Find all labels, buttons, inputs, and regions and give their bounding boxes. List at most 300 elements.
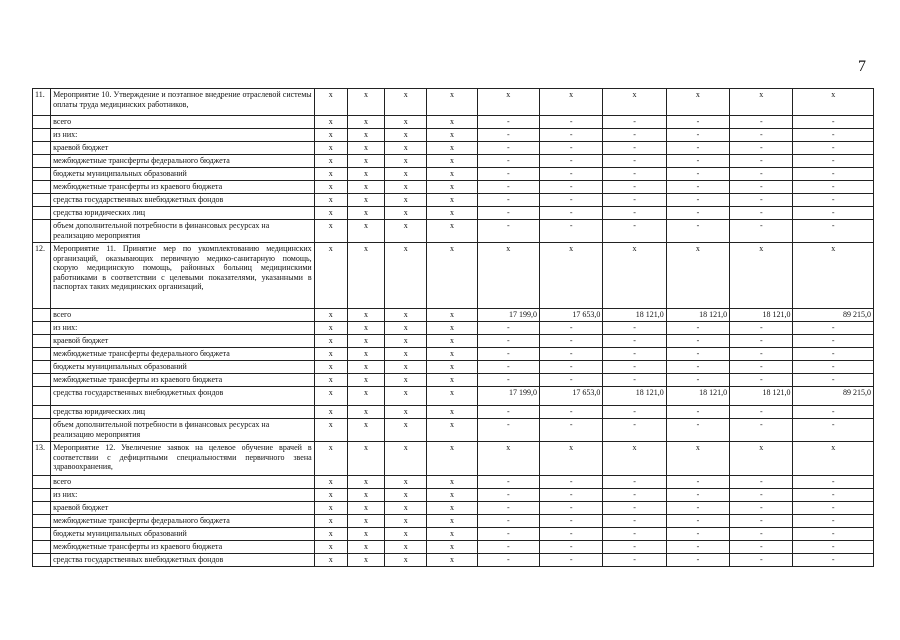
value-cell: -: [477, 168, 539, 181]
value-cell: x: [385, 155, 427, 168]
value-cell: x: [427, 335, 477, 348]
value-cell: 17 199,0: [477, 387, 539, 406]
value-cell: -: [603, 515, 666, 528]
value-cell: -: [477, 528, 539, 541]
row-number-cell: [33, 168, 51, 181]
value-cell: x: [477, 243, 539, 309]
value-cell: x: [385, 142, 427, 155]
value-cell: -: [539, 335, 602, 348]
value-cell: -: [730, 181, 793, 194]
value-cell: x: [385, 541, 427, 554]
value-cell: -: [730, 554, 793, 567]
value-cell: x: [427, 476, 477, 489]
table-row: [33, 387, 874, 406]
row-name-cell: всего: [51, 309, 315, 322]
value-cell: x: [314, 348, 347, 361]
value-cell: x: [347, 502, 384, 515]
value-cell: -: [666, 129, 729, 142]
value-cell: x: [347, 528, 384, 541]
value-cell: -: [793, 419, 874, 442]
table-row: [33, 155, 874, 168]
value-cell: -: [477, 322, 539, 335]
row-number-cell: [33, 142, 51, 155]
value-cell: x: [427, 322, 477, 335]
value-cell: -: [666, 116, 729, 129]
value-cell: x: [347, 554, 384, 567]
value-cell: -: [730, 207, 793, 220]
row-number-cell: [33, 528, 51, 541]
value-cell: x: [730, 89, 793, 116]
value-cell: -: [539, 541, 602, 554]
value-cell: 18 121,0: [730, 309, 793, 322]
value-cell: x: [314, 476, 347, 489]
value-cell: -: [603, 489, 666, 502]
value-cell: x: [314, 116, 347, 129]
value-cell: x: [385, 129, 427, 142]
value-cell: -: [477, 155, 539, 168]
value-cell: x: [427, 387, 477, 406]
value-cell: -: [730, 406, 793, 419]
value-cell: -: [477, 194, 539, 207]
value-cell: x: [666, 243, 729, 309]
value-cell: -: [539, 129, 602, 142]
value-cell: -: [477, 502, 539, 515]
value-cell: 17 653,0: [539, 387, 602, 406]
value-cell: x: [427, 220, 477, 243]
value-cell: x: [385, 502, 427, 515]
value-cell: -: [666, 476, 729, 489]
row-name-cell: объем дополнительной потребности в финансовых ресурсах на реализацию мероприятия: [51, 220, 315, 243]
value-cell: -: [539, 220, 602, 243]
value-cell: x: [314, 489, 347, 502]
value-cell: x: [314, 515, 347, 528]
value-cell: -: [539, 181, 602, 194]
value-cell: x: [385, 406, 427, 419]
row-number-cell: [33, 476, 51, 489]
value-cell: x: [427, 541, 477, 554]
value-cell: x: [539, 89, 602, 116]
value-cell: -: [603, 168, 666, 181]
value-cell: -: [539, 116, 602, 129]
value-cell: x: [314, 528, 347, 541]
row-name-cell: средства государственных внебюджетных фондов: [51, 387, 315, 406]
row-number-cell: [33, 155, 51, 168]
value-cell: x: [427, 129, 477, 142]
row-name-cell: краевой бюджет: [51, 142, 315, 155]
table-row: [33, 515, 874, 528]
value-cell: -: [793, 168, 874, 181]
row-number-cell: [33, 374, 51, 387]
value-cell: x: [427, 406, 477, 419]
row-name-cell: Мероприятие 10. Утверждение и поэтапное внедрение отраслевой системы оплаты труда медицинских работников,: [51, 89, 315, 116]
value-cell: x: [385, 419, 427, 442]
row-name-cell: межбюджетные трансферты федерального бюджета: [51, 348, 315, 361]
value-cell: -: [666, 322, 729, 335]
value-cell: -: [730, 502, 793, 515]
table-row: [33, 419, 874, 442]
value-cell: x: [427, 515, 477, 528]
value-cell: -: [666, 142, 729, 155]
value-cell: x: [385, 554, 427, 567]
table-row: [33, 502, 874, 515]
value-cell: -: [730, 489, 793, 502]
row-number-cell: 11.: [33, 89, 51, 116]
value-cell: -: [539, 194, 602, 207]
table-row: [33, 181, 874, 194]
value-cell: -: [477, 348, 539, 361]
row-name-cell: всего: [51, 116, 315, 129]
value-cell: x: [347, 387, 384, 406]
table-row: [33, 129, 874, 142]
value-cell: -: [793, 155, 874, 168]
value-cell: x: [347, 406, 384, 419]
value-cell: -: [793, 541, 874, 554]
value-cell: x: [427, 207, 477, 220]
value-cell: -: [539, 361, 602, 374]
value-cell: x: [385, 168, 427, 181]
value-cell: x: [385, 442, 427, 476]
value-cell: x: [347, 335, 384, 348]
value-cell: -: [793, 116, 874, 129]
value-cell: x: [603, 442, 666, 476]
row-name-cell: средства юридических лиц: [51, 207, 315, 220]
value-cell: -: [730, 129, 793, 142]
value-cell: x: [314, 207, 347, 220]
value-cell: -: [666, 419, 729, 442]
value-cell: x: [347, 194, 384, 207]
row-number-cell: [33, 387, 51, 406]
value-cell: -: [793, 406, 874, 419]
value-cell: -: [539, 419, 602, 442]
value-cell: -: [477, 419, 539, 442]
row-name-cell: бюджеты муниципальных образований: [51, 168, 315, 181]
value-cell: -: [793, 220, 874, 243]
value-cell: x: [793, 89, 874, 116]
value-cell: x: [314, 541, 347, 554]
value-cell: -: [477, 361, 539, 374]
row-number-cell: [33, 181, 51, 194]
value-cell: -: [666, 348, 729, 361]
value-cell: x: [347, 181, 384, 194]
row-name-cell: всего: [51, 476, 315, 489]
value-cell: 18 121,0: [666, 387, 729, 406]
value-cell: x: [539, 243, 602, 309]
value-cell: -: [666, 541, 729, 554]
value-cell: x: [427, 89, 477, 116]
value-cell: -: [730, 528, 793, 541]
value-cell: -: [477, 220, 539, 243]
value-cell: x: [314, 129, 347, 142]
value-cell: -: [730, 155, 793, 168]
value-cell: -: [793, 476, 874, 489]
value-cell: x: [347, 541, 384, 554]
value-cell: x: [427, 374, 477, 387]
value-cell: -: [539, 528, 602, 541]
value-cell: x: [427, 181, 477, 194]
value-cell: -: [603, 335, 666, 348]
row-name-cell: из них:: [51, 322, 315, 335]
value-cell: x: [314, 406, 347, 419]
value-cell: x: [385, 116, 427, 129]
value-cell: x: [427, 194, 477, 207]
value-cell: x: [793, 442, 874, 476]
value-cell: x: [347, 322, 384, 335]
row-name-cell: бюджеты муниципальных образований: [51, 361, 315, 374]
value-cell: x: [314, 554, 347, 567]
value-cell: -: [666, 194, 729, 207]
value-cell: -: [539, 142, 602, 155]
value-cell: -: [539, 406, 602, 419]
value-cell: x: [347, 89, 384, 116]
value-cell: x: [314, 374, 347, 387]
row-number-cell: [33, 502, 51, 515]
value-cell: -: [603, 194, 666, 207]
value-cell: x: [385, 181, 427, 194]
table-row: [33, 554, 874, 567]
value-cell: -: [666, 528, 729, 541]
table-row: [33, 322, 874, 335]
value-cell: -: [539, 476, 602, 489]
value-cell: -: [730, 361, 793, 374]
value-cell: x: [385, 374, 427, 387]
value-cell: x: [314, 419, 347, 442]
value-cell: -: [666, 335, 729, 348]
value-cell: -: [539, 155, 602, 168]
value-cell: -: [539, 322, 602, 335]
value-cell: x: [314, 220, 347, 243]
row-name-cell: объем дополнительной потребности в финансовых ресурсах на реализацию мероприятия: [51, 419, 315, 442]
value-cell: -: [793, 181, 874, 194]
value-cell: x: [427, 361, 477, 374]
row-name-cell: Мероприятие 11. Принятие мер по укомплектованию медицинских организаций, оказывающих первичную медико-санитарную помощь, скорую медицинскую помощь, районных больниц медицинскими работниками в соответствии с целевыми показателями, указанными в паспортах таких медицинских организаций,: [51, 243, 315, 309]
value-cell: -: [603, 129, 666, 142]
value-cell: -: [539, 207, 602, 220]
value-cell: x: [793, 243, 874, 309]
row-number-cell: [33, 309, 51, 322]
row-number-cell: [33, 361, 51, 374]
value-cell: x: [314, 361, 347, 374]
value-cell: x: [347, 168, 384, 181]
table-row: [33, 207, 874, 220]
value-cell: -: [793, 374, 874, 387]
table-row: [33, 89, 874, 116]
value-cell: -: [666, 220, 729, 243]
value-cell: -: [730, 194, 793, 207]
value-cell: -: [603, 207, 666, 220]
value-cell: x: [385, 309, 427, 322]
table-row: [33, 220, 874, 243]
value-cell: 18 121,0: [666, 309, 729, 322]
budget-table: [32, 88, 874, 567]
value-cell: 17 653,0: [539, 309, 602, 322]
value-cell: -: [730, 168, 793, 181]
row-name-cell: межбюджетные трансферты из краевого бюджета: [51, 541, 315, 554]
value-cell: x: [314, 322, 347, 335]
value-cell: -: [603, 181, 666, 194]
value-cell: -: [793, 361, 874, 374]
value-cell: x: [347, 207, 384, 220]
value-cell: x: [314, 89, 347, 116]
value-cell: -: [603, 476, 666, 489]
value-cell: -: [539, 348, 602, 361]
value-cell: x: [385, 207, 427, 220]
row-name-cell: средства государственных внебюджетных фондов: [51, 554, 315, 567]
row-number-cell: [33, 406, 51, 419]
value-cell: x: [347, 142, 384, 155]
value-cell: x: [385, 515, 427, 528]
value-cell: x: [314, 194, 347, 207]
value-cell: -: [793, 207, 874, 220]
value-cell: -: [539, 502, 602, 515]
value-cell: x: [347, 476, 384, 489]
value-cell: x: [347, 155, 384, 168]
value-cell: -: [603, 155, 666, 168]
value-cell: -: [793, 348, 874, 361]
value-cell: x: [314, 168, 347, 181]
value-cell: x: [347, 348, 384, 361]
row-name-cell: из них:: [51, 489, 315, 502]
value-cell: x: [314, 155, 347, 168]
value-cell: x: [347, 515, 384, 528]
value-cell: x: [385, 348, 427, 361]
row-number-cell: [33, 541, 51, 554]
value-cell: x: [427, 116, 477, 129]
value-cell: -: [603, 374, 666, 387]
row-name-cell: межбюджетные трансферты федерального бюджета: [51, 515, 315, 528]
value-cell: x: [427, 419, 477, 442]
value-cell: x: [427, 348, 477, 361]
value-cell: x: [477, 89, 539, 116]
table-row: [33, 116, 874, 129]
row-number-cell: [33, 220, 51, 243]
row-number-cell: [33, 194, 51, 207]
value-cell: x: [385, 220, 427, 243]
value-cell: -: [477, 129, 539, 142]
value-cell: x: [314, 502, 347, 515]
value-cell: x: [385, 528, 427, 541]
value-cell: x: [347, 374, 384, 387]
value-cell: x: [385, 322, 427, 335]
value-cell: -: [793, 489, 874, 502]
value-cell: x: [314, 309, 347, 322]
value-cell: -: [477, 489, 539, 502]
value-cell: x: [427, 442, 477, 476]
value-cell: x: [314, 335, 347, 348]
value-cell: x: [603, 89, 666, 116]
value-cell: 17 199,0: [477, 309, 539, 322]
value-cell: -: [477, 374, 539, 387]
value-cell: x: [314, 243, 347, 309]
row-number-cell: [33, 554, 51, 567]
value-cell: -: [603, 322, 666, 335]
value-cell: -: [666, 155, 729, 168]
value-cell: -: [730, 515, 793, 528]
table-row: [33, 168, 874, 181]
value-cell: 18 121,0: [603, 309, 666, 322]
value-cell: x: [347, 442, 384, 476]
value-cell: -: [539, 554, 602, 567]
row-number-cell: [33, 489, 51, 502]
row-number-cell: [33, 335, 51, 348]
value-cell: x: [427, 155, 477, 168]
value-cell: x: [427, 142, 477, 155]
value-cell: 18 121,0: [603, 387, 666, 406]
value-cell: -: [793, 335, 874, 348]
value-cell: -: [477, 541, 539, 554]
row-name-cell: средства юридических лиц: [51, 406, 315, 419]
value-cell: -: [793, 502, 874, 515]
value-cell: -: [603, 541, 666, 554]
value-cell: x: [385, 489, 427, 502]
row-number-cell: [33, 515, 51, 528]
value-cell: x: [427, 309, 477, 322]
row-name-cell: межбюджетные трансферты из краевого бюджета: [51, 374, 315, 387]
value-cell: x: [666, 89, 729, 116]
row-name-cell: бюджеты муниципальных образований: [51, 528, 315, 541]
value-cell: -: [666, 181, 729, 194]
table-row: [33, 374, 874, 387]
value-cell: -: [793, 142, 874, 155]
value-cell: x: [347, 220, 384, 243]
table-row: [33, 335, 874, 348]
value-cell: x: [385, 361, 427, 374]
value-cell: -: [603, 528, 666, 541]
value-cell: x: [603, 243, 666, 309]
value-cell: -: [793, 515, 874, 528]
value-cell: x: [477, 442, 539, 476]
value-cell: -: [793, 322, 874, 335]
value-cell: x: [347, 129, 384, 142]
row-number-cell: [33, 129, 51, 142]
value-cell: x: [427, 528, 477, 541]
value-cell: -: [477, 142, 539, 155]
value-cell: x: [347, 116, 384, 129]
value-cell: -: [603, 116, 666, 129]
value-cell: -: [603, 361, 666, 374]
value-cell: -: [603, 419, 666, 442]
value-cell: x: [314, 142, 347, 155]
value-cell: x: [730, 442, 793, 476]
value-cell: -: [477, 476, 539, 489]
value-cell: -: [666, 502, 729, 515]
value-cell: -: [603, 348, 666, 361]
row-name-cell: краевой бюджет: [51, 335, 315, 348]
value-cell: x: [427, 502, 477, 515]
value-cell: x: [427, 489, 477, 502]
value-cell: 89 215,0: [793, 309, 874, 322]
row-number-cell: [33, 419, 51, 442]
table-row: [33, 406, 874, 419]
row-name-cell: средства государственных внебюджетных фондов: [51, 194, 315, 207]
value-cell: -: [603, 554, 666, 567]
value-cell: -: [666, 554, 729, 567]
value-cell: -: [477, 335, 539, 348]
value-cell: x: [385, 387, 427, 406]
value-cell: x: [385, 335, 427, 348]
value-cell: -: [793, 129, 874, 142]
value-cell: x: [347, 361, 384, 374]
value-cell: x: [314, 387, 347, 406]
value-cell: -: [666, 374, 729, 387]
table-row: [33, 194, 874, 207]
value-cell: -: [603, 406, 666, 419]
row-number-cell: [33, 116, 51, 129]
value-cell: -: [477, 181, 539, 194]
table-row: [33, 309, 874, 322]
value-cell: -: [730, 220, 793, 243]
value-cell: -: [730, 476, 793, 489]
row-number-cell: 13.: [33, 442, 51, 476]
